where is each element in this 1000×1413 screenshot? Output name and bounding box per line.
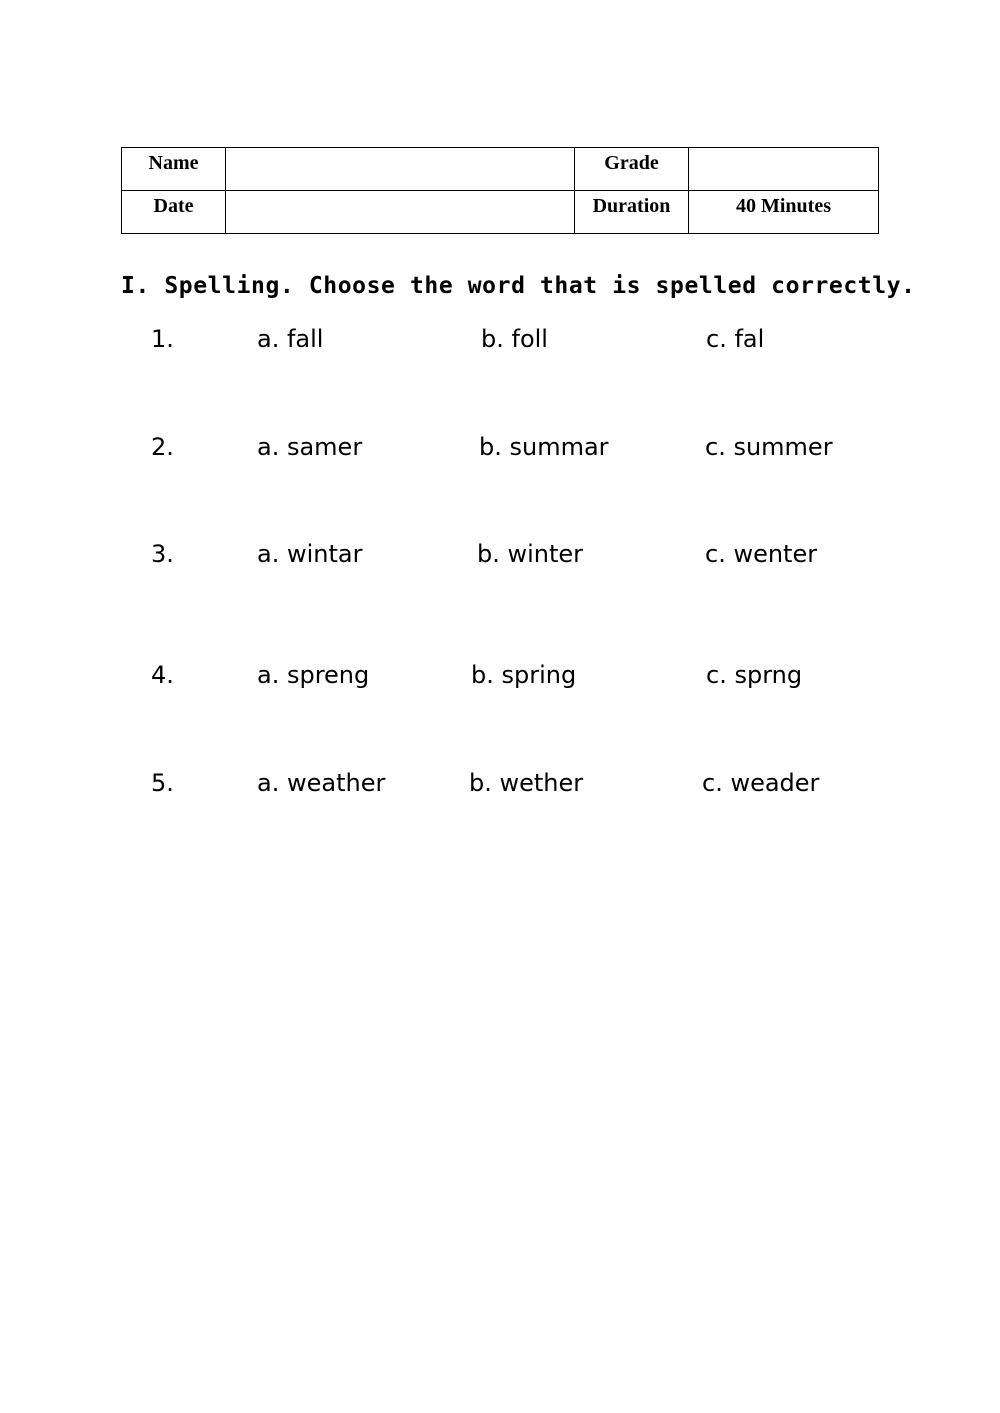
question-3-option-a[interactable]: a. wintar bbox=[257, 540, 363, 568]
question-1-option-a[interactable]: a. fall bbox=[257, 325, 324, 353]
duration-value: 40 Minutes bbox=[689, 191, 879, 234]
question-1-option-c[interactable]: c. fal bbox=[706, 325, 765, 353]
question-2-option-c[interactable]: c. summer bbox=[705, 433, 833, 461]
duration-label: Duration bbox=[575, 191, 689, 234]
question-3-option-b[interactable]: b. winter bbox=[477, 540, 584, 568]
student-info-table bbox=[121, 147, 879, 234]
question-4-option-c[interactable]: c. sprng bbox=[706, 661, 803, 689]
question-5-option-c[interactable]: c. weader bbox=[702, 769, 820, 797]
grade-label: Grade bbox=[575, 148, 689, 191]
question-3-number: 3. bbox=[151, 540, 174, 568]
grade-field[interactable] bbox=[689, 148, 879, 191]
section-title: I. Spelling. Choose the word that is spelled correctly. bbox=[121, 273, 916, 299]
question-5-option-a[interactable]: a. weather bbox=[257, 769, 386, 797]
date-field[interactable] bbox=[226, 191, 575, 234]
question-1-number: 1. bbox=[151, 325, 174, 353]
question-2-option-b[interactable]: b. summar bbox=[479, 433, 609, 461]
question-5-option-b[interactable]: b. wether bbox=[469, 769, 584, 797]
question-1-option-b[interactable]: b. foll bbox=[481, 325, 548, 353]
info-row-date bbox=[122, 191, 879, 234]
question-4-option-b[interactable]: b. spring bbox=[471, 661, 577, 689]
info-row-name bbox=[122, 148, 879, 191]
question-3-option-c[interactable]: c. wenter bbox=[705, 540, 818, 568]
question-5-number: 5. bbox=[151, 769, 174, 797]
name-field[interactable] bbox=[226, 148, 575, 191]
name-label: Name bbox=[122, 148, 226, 191]
question-2-option-a[interactable]: a. samer bbox=[257, 433, 363, 461]
question-4-option-a[interactable]: a. spreng bbox=[257, 661, 370, 689]
date-label: Date bbox=[122, 191, 226, 234]
question-4-number: 4. bbox=[151, 661, 174, 689]
question-2-number: 2. bbox=[151, 433, 174, 461]
